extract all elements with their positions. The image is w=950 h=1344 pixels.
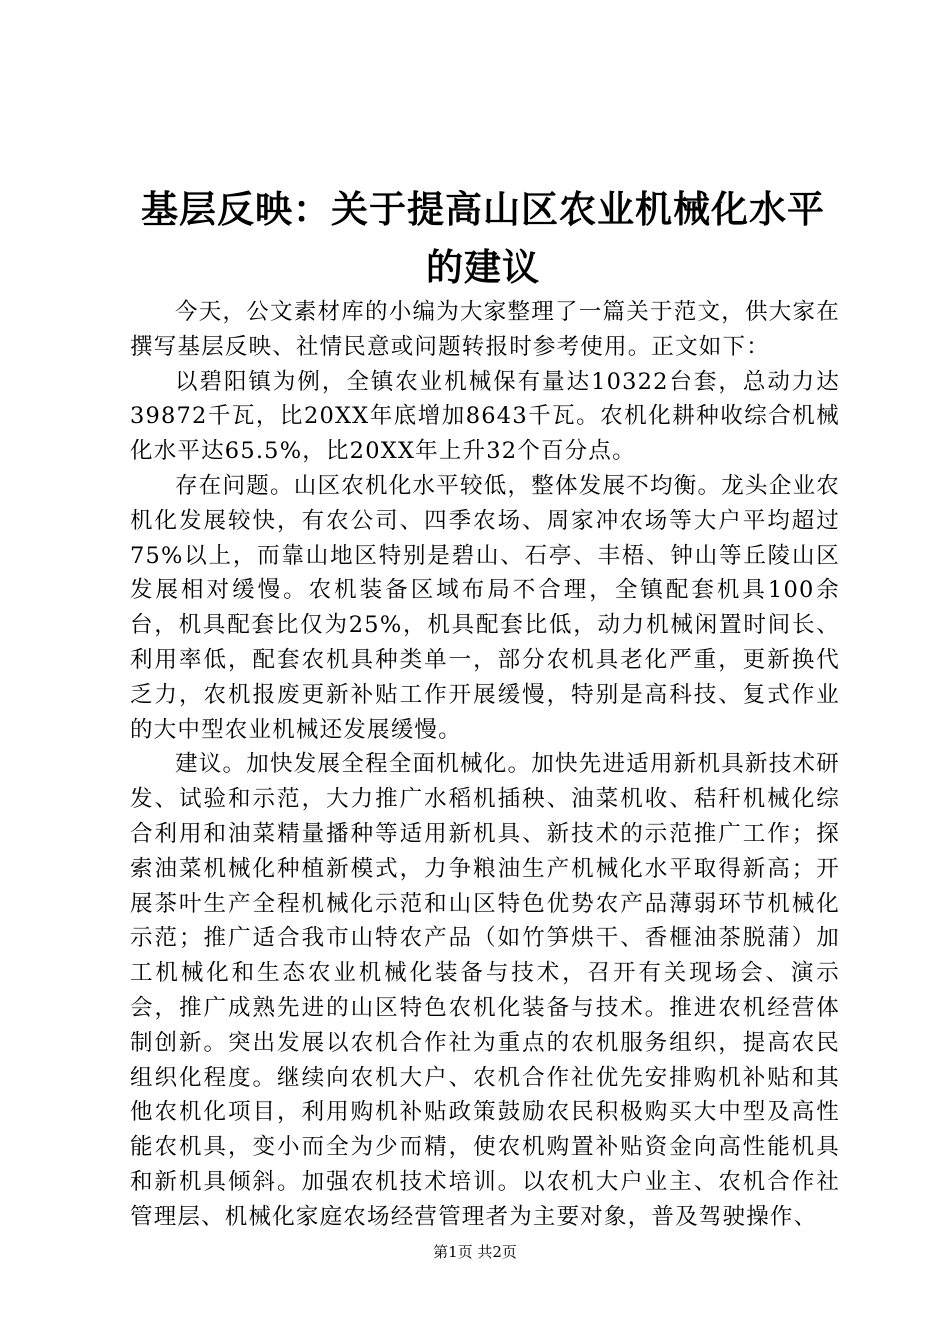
document-body [130, 295, 840, 1235]
body-paragraph-intro: 今天，公文素材库的小编为大家整理了一篇关于范文，供大家在撰写基层反映、社情民意或问题转报时参考使用。正文如下： [130, 299, 840, 360]
document-title: 基层反映：关于提高山区农业机械化水平的建议 [141, 187, 825, 289]
body-paragraph-problems: 存在问题。山区农机化水平较低，整体发展不均衡。龙头企业农机化发展较快，有农公司、四季农场、周家冲农场等大户平均超过75%以上，而靠山地区特别是碧山、石亭、丰梧、钟山等丘陵山区发展相对缓慢。农机装备区域布局不合理，全镇配套机具100余台，机具配套比仅为25%，机具配套比低，动力机械闲置时间长、利用率低，配套农机具种类单一，部分农机具老化严重，更新换代乏力，农机报废更新补贴工作开展缓慢，特别是高科技、复式作业的大中型农业机械还发展缓慢。 [130, 472, 840, 743]
page-footer: 第1页 共2页 [433, 1243, 517, 1261]
body-paragraph-suggestions: 建议。加快发展全程全面机械化。加快先进适用新机具新技术研发、试验和示范，大力推广水稻机插秧、油菜机收、秸秆机械化综合利用和油菜精量播种等适用新机具、新技术的示范推广工作；探索油菜机械化种植新模式，力争粮油生产机械化水平取得新高；开展茶叶生产全程机械化示范和山区特色优势农产品薄弱环节机械化示范；推广适合我市山特农产品（如竹笋烘干、香榧油茶脱蒲）加工机械化和生态农业机械化装备与技术，召开有关现场会、演示会，推广成熟先进的山区特色农机化装备与技术。推进农机经营体制创新。突出发展以农机合作社为重点的农机服务组织，提高农民组织化程度。继续向农机大户、农机合作社优先安排购机补贴和其他农机化项目，利用购机补贴政策鼓励农民积极购买大中型及高性能农机具，变小而全为少而精，使农机购置补贴资金向高性能机具和新机具倾斜。加强农机技术培训。以农机大户业主、农机合作社管理层、机械化家庭农场经营管理者为主要对象，普及驾驶操作、 [130, 751, 840, 1230]
body-paragraph-example: 以碧阳镇为例，全镇农业机械保有量达10322台套，总动力达39872千瓦，比20XX年底增加8643千瓦。农机化耕种收综合机械化水平达65.5%，比20XX年上升32个百分点。 [130, 368, 840, 465]
